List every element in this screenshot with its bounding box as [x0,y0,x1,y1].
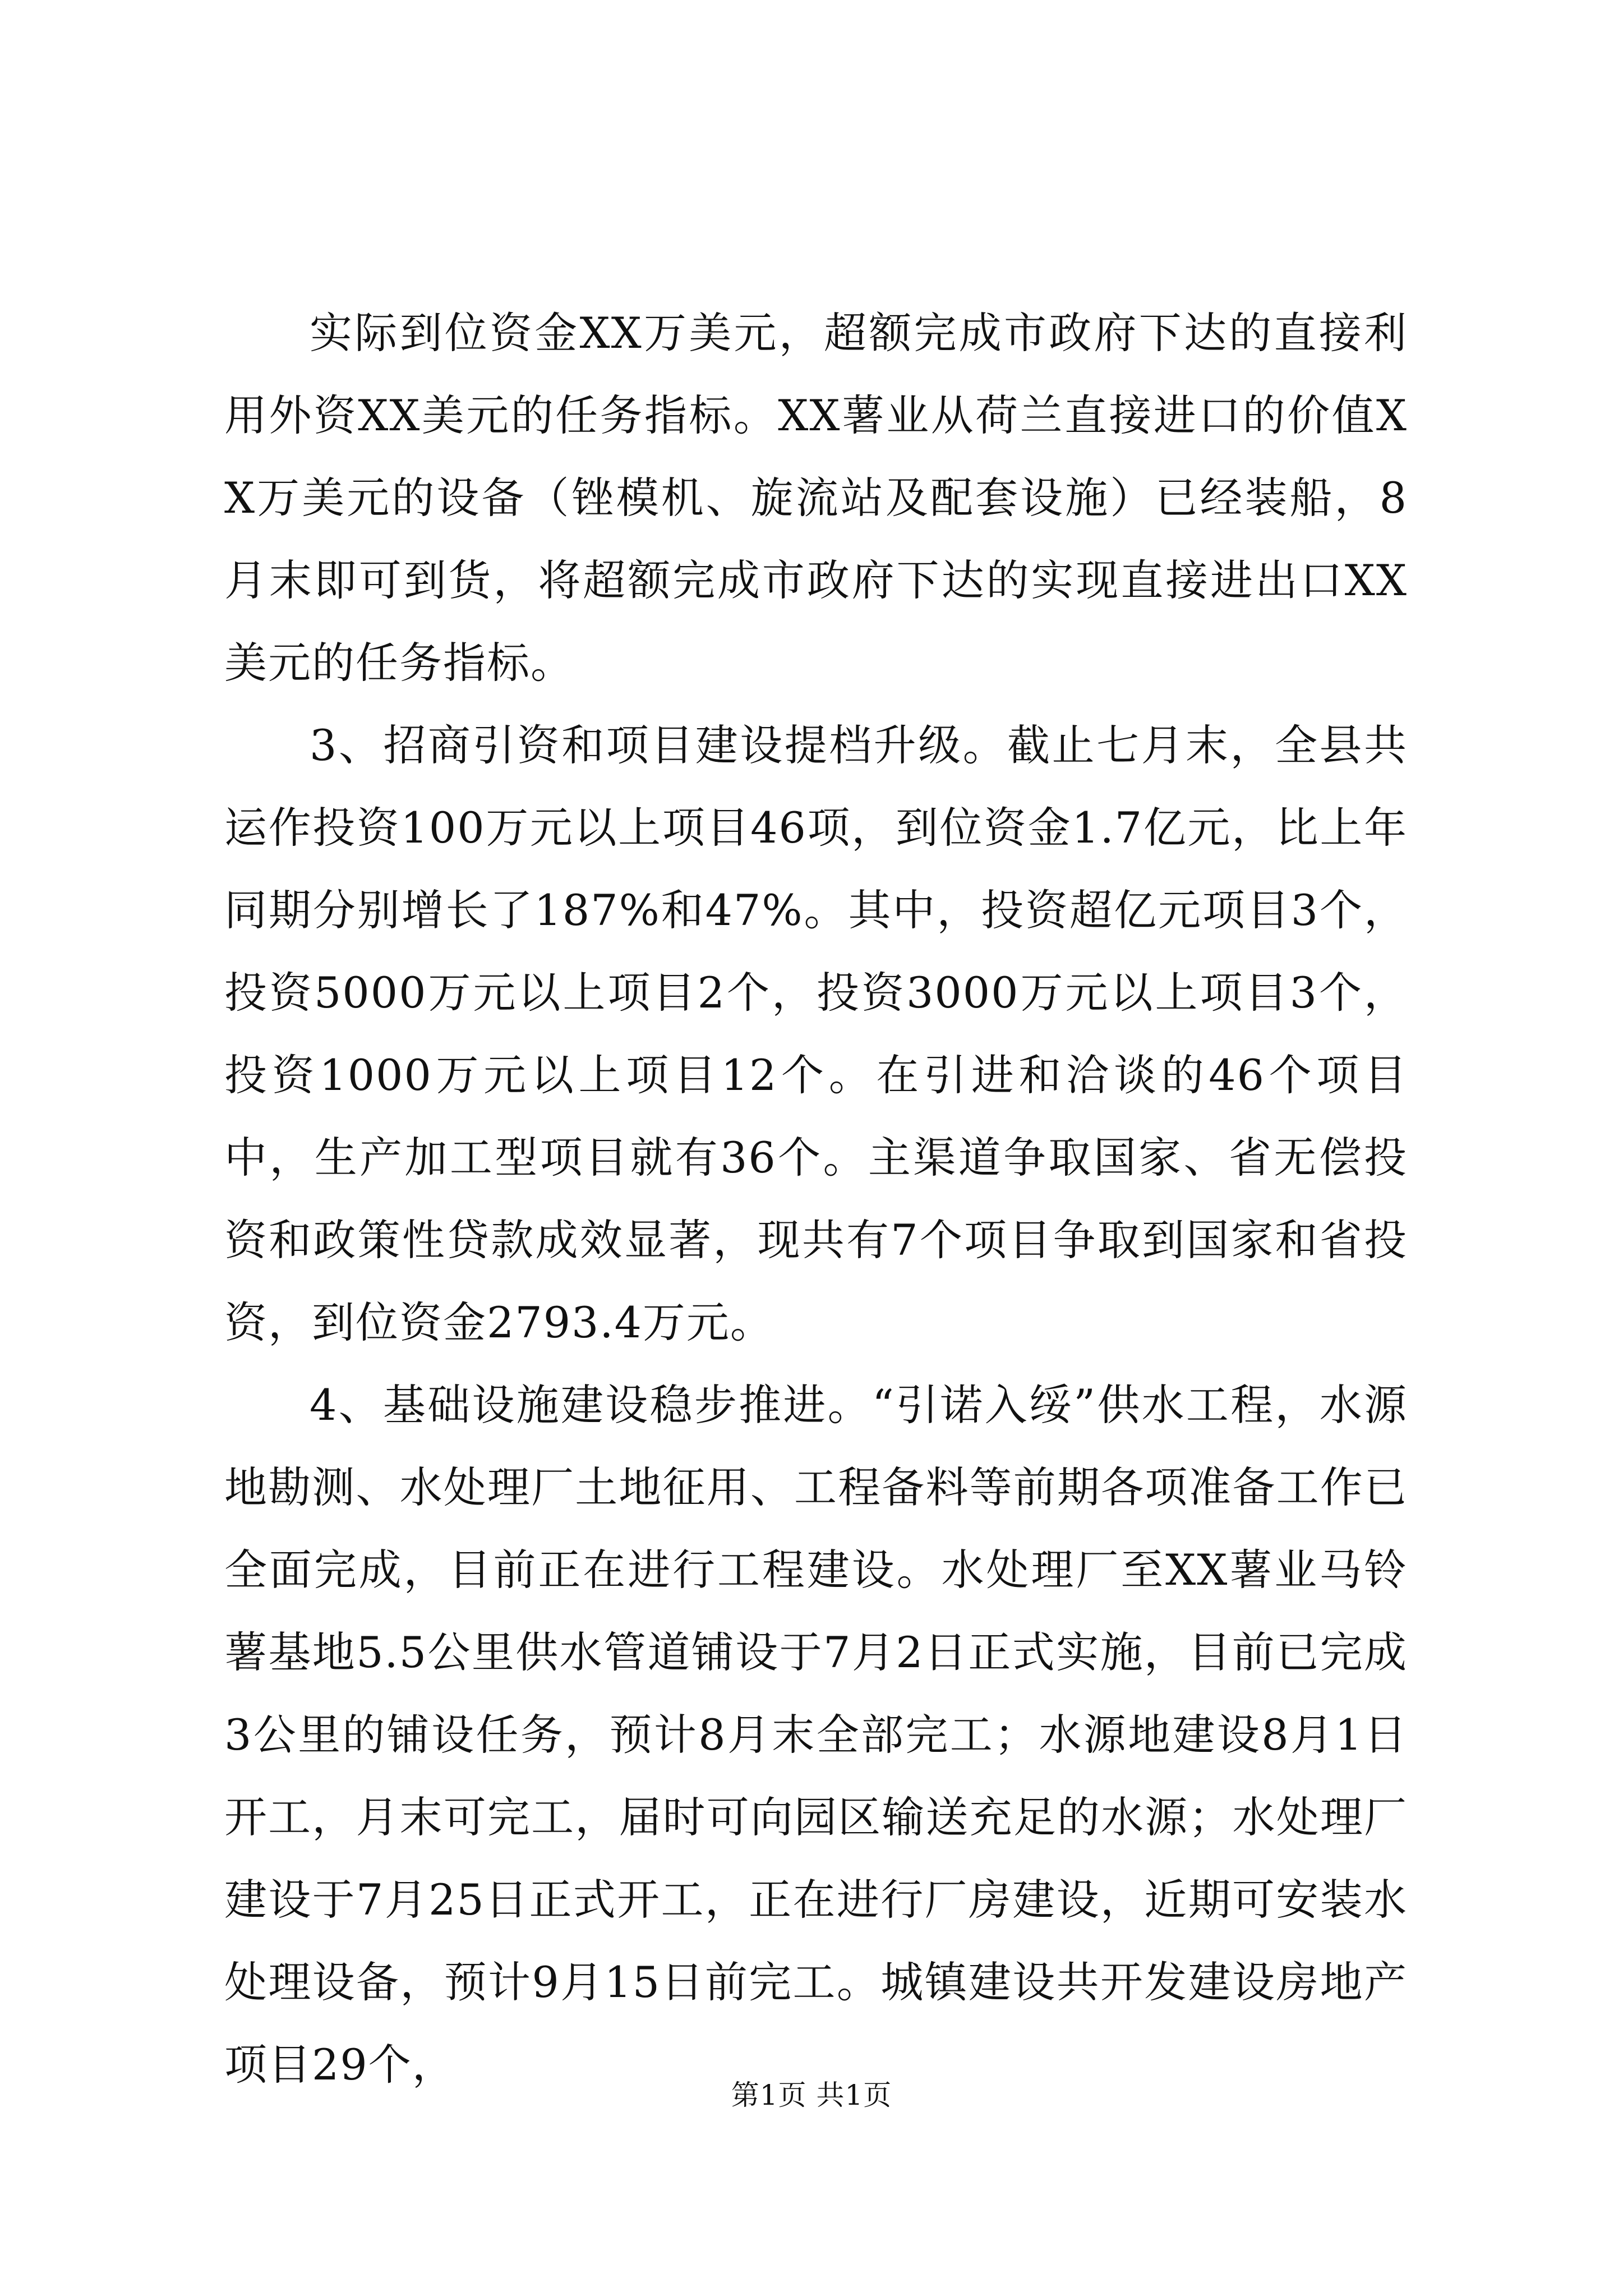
paragraph-3: 4、基础设施建设稳步推进。“引诺入绥”供水工程，水源地勘测、水处理厂土地征用、工程备料等前期各项准备工作已全面完成，目前正在进行工程建设。水处理厂至XX薯业马铃薯基地5.5公里供水管道铺设于7月2日正式实施，目前已完成3公里的铺设任务，预计8月末全部完工；水源地建设8月1日开工，月末可完工，届时可向园区输送充足的水源；水处理厂建设于7月25日正式开工，正在进行厂房建设，近期可安装水处理设备，预计9月15日前完工。城镇建设共开发建设房地产项目29个， [224,1380,1408,2090]
paragraph-1: 实际到位资金XX万美元，超额完成市政府下达的直接利用外资XX美元的任务指标。XX薯业从荷兰直接进口的价值XX万美元的设备（锉模机、旋流站及配套设施）已经装船，8月末即可到货，将超额完成市政府下达的实现直接进出口XX美元的任务指标。 [224,308,1408,688]
document-body [224,292,1408,2106]
page-footer: 第1页 共1页 [731,2079,892,2111]
paragraph-2: 3、招商引资和项目建设提档升级。截止七月末，全县共运作投资100万元以上项目46项，到位资金1.7亿元，比上年同期分别增长了187%和47%。其中，投资超亿元项目3个，投资5000万元以上项目2个，投资3000万元以上项目3个，投资1000万元以上项目12个。在引进和洽谈的46个项目中，生产加工型项目就有36个。主渠道争取国家、省无偿投资和政策性贷款成效显著，现共有7个项目争取到国家和省投资，到位资金2793.4万元。 [224,720,1408,1347]
